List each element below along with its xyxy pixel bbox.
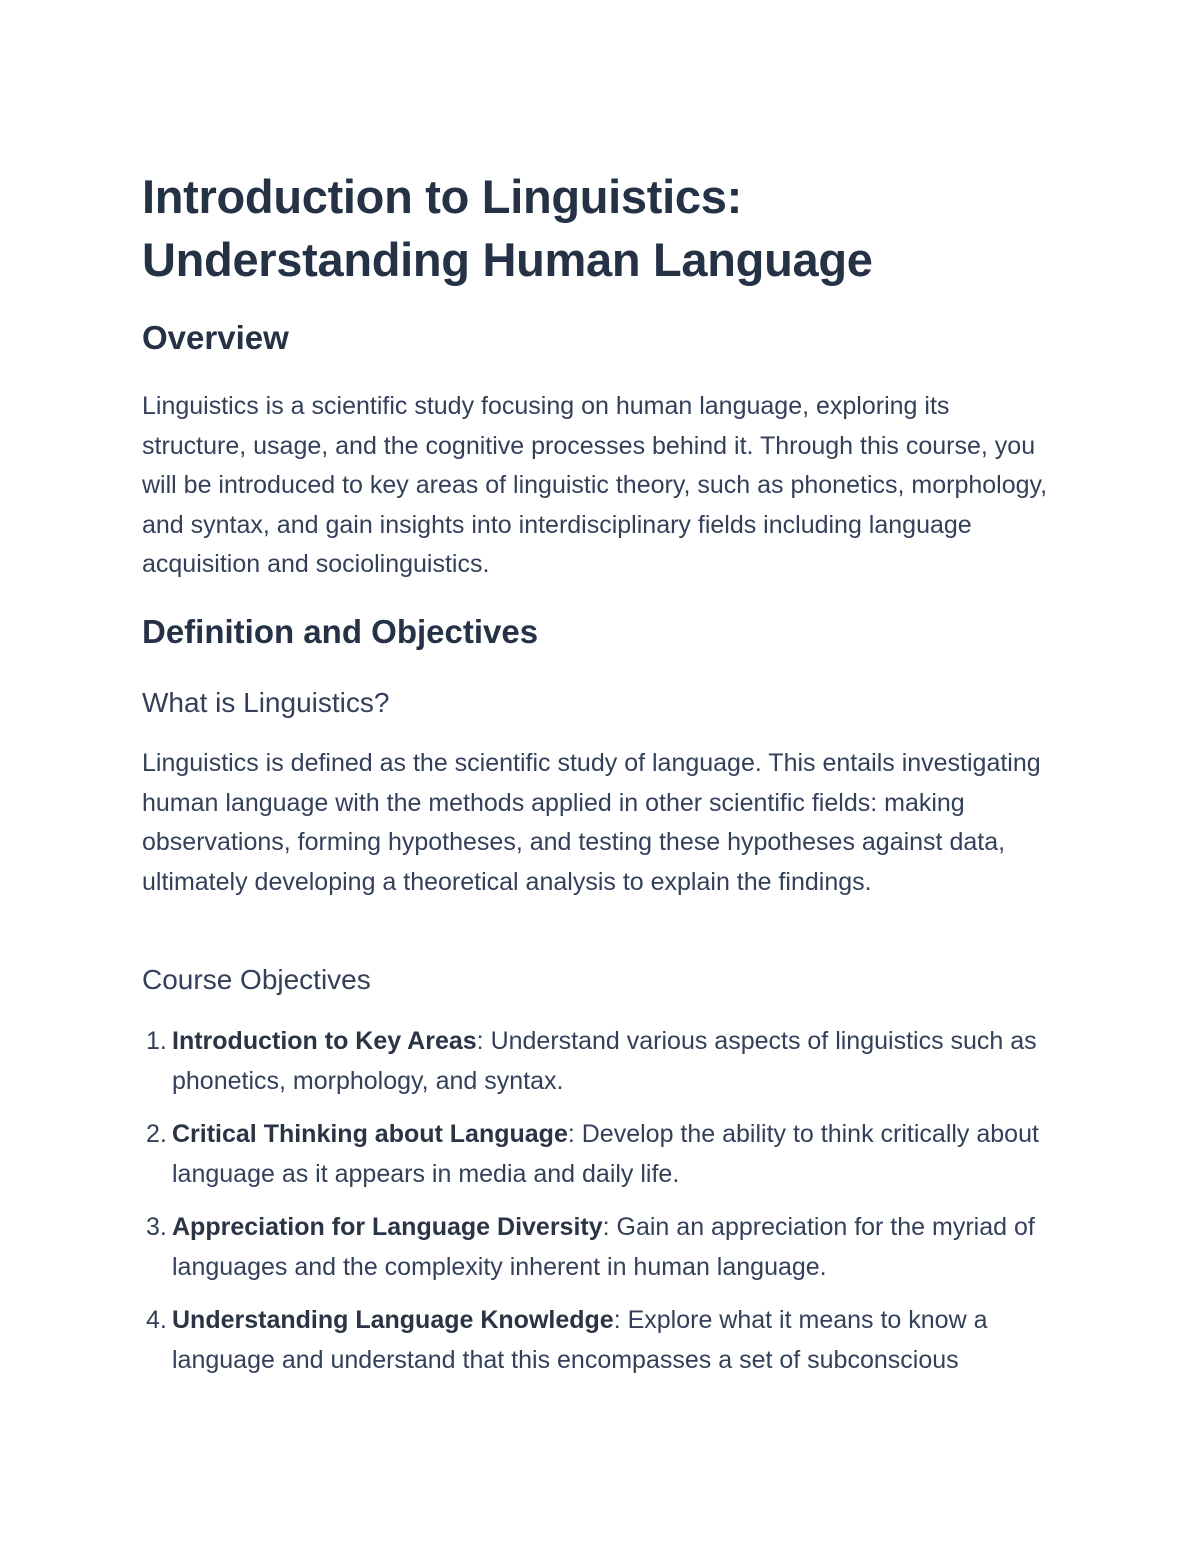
list-number: 2. <box>146 1120 167 1148</box>
list-item <box>142 1208 1062 1287</box>
list-item <box>142 1301 1062 1380</box>
title-line-1: Introduction to Linguistics: <box>142 170 742 223</box>
objective-term: Appreciation for Language Diversity <box>172 1213 603 1241</box>
list-number: 3. <box>146 1213 167 1241</box>
list-number: 1. <box>146 1027 167 1055</box>
document-title <box>142 165 873 291</box>
definition-paragraph: Linguistics is defined as the scientific study of language. This entails investigating human language with the methods applied in other scientific fields: making observations, forming hypotheses, and testing these hypotheses against data, ultimately developing a theoretical analysis to explain the findings. <box>142 749 1041 896</box>
objective-term: Critical Thinking about Language <box>172 1120 568 1148</box>
objective-term: Introduction to Key Areas <box>172 1027 477 1055</box>
overview-paragraph: Linguistics is a scientific study focusing on human language, exploring its structure, usage, and the cognitive processes behind it. Through this course, you will be introduced to key areas of linguistic theory, such as phonetics, morphology, and syntax, and gain insights into interdisciplinary fields including language acquisition and sociolinguistics. <box>142 392 1048 578</box>
list-item <box>142 1022 1062 1101</box>
title-line-2: Understanding Human Language <box>142 233 873 286</box>
objective-text: : Develop the ability to think critically about language as it appears in media and daily life. <box>172 1120 1039 1188</box>
what-is-linguistics-heading: What is Linguistics? <box>142 687 390 718</box>
objective-text: : Gain an appreciation for the myriad of languages and the complexity inherent in human language. <box>172 1213 1035 1281</box>
objectives-list <box>142 1022 1062 1394</box>
objective-text: : Understand various aspects of linguistics such as phonetics, morphology, and syntax. <box>172 1027 1037 1095</box>
list-number: 4. <box>146 1306 167 1334</box>
definition-heading: Definition and Objectives <box>142 613 539 650</box>
objective-term: Understanding Language Knowledge <box>172 1306 614 1334</box>
course-objectives-heading: Course Objectives <box>142 964 371 995</box>
list-item <box>142 1115 1062 1194</box>
overview-heading: Overview <box>142 319 289 356</box>
objective-text: : Explore what it means to know a language and understand that this encompasses a set of subconscious <box>172 1306 988 1374</box>
